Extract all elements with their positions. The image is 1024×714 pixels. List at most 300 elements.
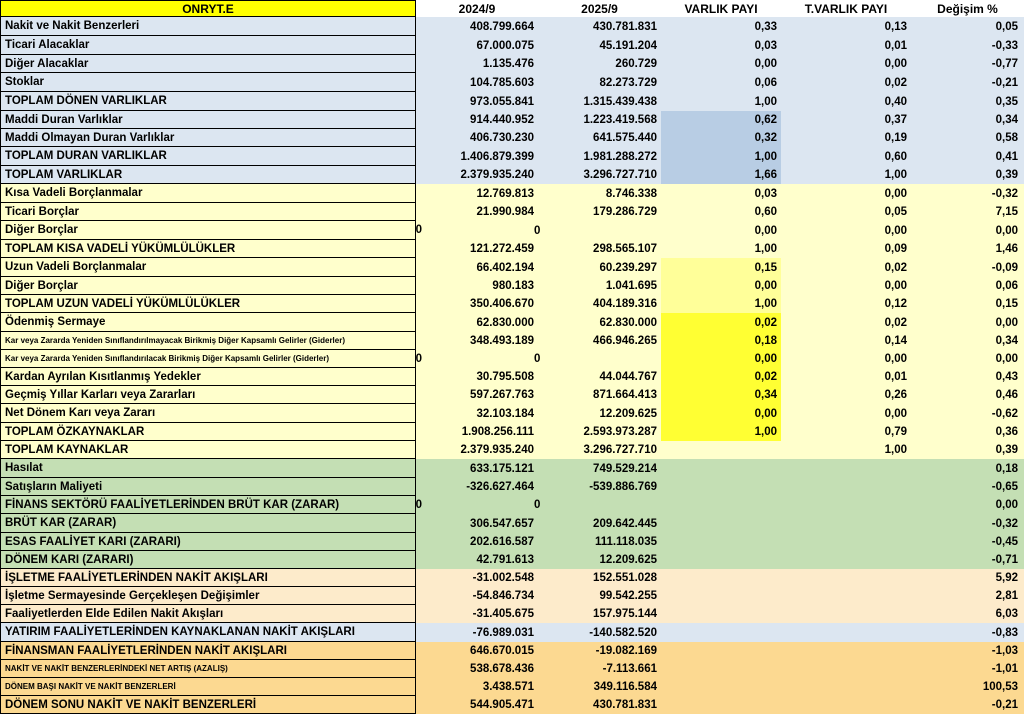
value-2025: 60.239.297 <box>599 261 657 274</box>
row-label-text: TOPLAM KAYNAKLAR <box>5 443 129 456</box>
t-varlik-payi <box>781 496 911 514</box>
value-2024: 121.272.459 <box>470 243 534 255</box>
varlik-payi <box>661 569 781 587</box>
value-2024: -54.846.734 <box>472 590 534 602</box>
row-label <box>0 332 416 350</box>
varlik-payi: 1,00 <box>661 295 781 313</box>
zero-marker: 0 <box>534 224 541 237</box>
table-row <box>0 368 1024 386</box>
table-row <box>0 258 1024 277</box>
row-label <box>0 478 416 496</box>
value-2024: 202.616.587 <box>470 536 534 548</box>
row-label <box>0 459 416 478</box>
table-row <box>0 696 1024 714</box>
value-2025: 99.542.255 <box>599 590 657 602</box>
row-label-text: BRÜT KAR (ZARAR) <box>5 517 117 529</box>
degisim-yuzde: -0,83 <box>991 626 1018 639</box>
degisim-yuzde: 0,39 <box>995 169 1018 181</box>
value-2025: 871.664.413 <box>593 389 657 401</box>
varlik-payi <box>661 496 781 514</box>
t-varlik-payi: 0,00 <box>884 280 907 292</box>
row-label <box>0 111 416 129</box>
degisim-yuzde: 1,46 <box>995 243 1018 255</box>
row-label-text: Stoklar <box>5 76 44 88</box>
table-row <box>0 423 1024 441</box>
t-varlik-payi: 0,37 <box>884 114 907 126</box>
value-2025: 749.529.214 <box>593 462 657 475</box>
row-label <box>0 605 416 623</box>
row-label-text: DÖNEM SONU NAKİT VE NAKİT BENZERLERİ <box>5 698 257 711</box>
value-2025: 111.118.035 <box>594 536 657 548</box>
row-label-text: FİNANSMAN FAALİYETLERİNDEN NAKİT AKIŞLARI <box>5 644 287 657</box>
value-2025: 466.946.265 <box>593 335 657 347</box>
header-cell: 2025/9 <box>581 1 618 16</box>
row-label <box>0 295 416 313</box>
t-varlik-payi <box>781 696 911 714</box>
value-2024: 544.905.471 <box>470 699 534 711</box>
table-row <box>0 496 1024 514</box>
value-2025: 3.296.727.710 <box>583 169 657 181</box>
varlik-payi: 0,32 <box>661 129 781 147</box>
t-varlik-payi <box>781 459 911 478</box>
value-2024: 406.730.230 <box>470 132 534 144</box>
varlik-payi <box>661 478 781 496</box>
table-row <box>0 55 1024 73</box>
table-row <box>0 203 1024 221</box>
value-2024: 538.678.436 <box>470 663 534 675</box>
table-row <box>0 221 1024 240</box>
table-row <box>0 17 1024 36</box>
varlik-payi <box>661 514 781 533</box>
t-varlik-payi: 0,02 <box>884 76 907 89</box>
row-label-text: TOPLAM VARLIKLAR <box>5 168 123 181</box>
degisim-yuzde: 0,58 <box>995 132 1018 144</box>
row-label <box>0 514 416 533</box>
value-2025: 152.551.028 <box>593 572 657 584</box>
value-2024: -31.405.675 <box>472 608 534 620</box>
row-label <box>0 423 416 441</box>
value-2025: 82.273.729 <box>599 76 657 89</box>
value-2025: 298.565.107 <box>593 243 657 255</box>
row-label <box>0 569 416 587</box>
t-varlik-payi <box>781 623 911 642</box>
value-2025: 62.830.000 <box>599 316 657 329</box>
value-2024: 21.990.984 <box>476 206 534 218</box>
row-label <box>0 533 416 551</box>
value-2024: 646.670.015 <box>470 645 534 657</box>
row-label <box>0 203 416 221</box>
value-2024: 306.547.657 <box>470 517 534 530</box>
value-2025: 1.041.695 <box>605 280 657 292</box>
row-label-text: Diğer Borçlar <box>5 224 78 236</box>
value-2025: 1.315.439.438 <box>583 95 657 108</box>
varlik-payi <box>661 459 781 478</box>
row-label-text: TOPLAM KISA VADELİ YÜKÜMLÜLÜKLER <box>5 242 236 255</box>
t-varlik-payi: 0,26 <box>884 389 907 401</box>
degisim-yuzde: -0,45 <box>991 536 1018 548</box>
table-row <box>0 605 1024 623</box>
value-2025: 404.189.316 <box>593 298 657 310</box>
t-varlik-payi: 0,13 <box>884 20 907 33</box>
degisim-yuzde: 0,41 <box>995 150 1018 163</box>
degisim-yuzde: -0,65 <box>991 481 1018 493</box>
value-2024: -31.002.548 <box>472 572 534 584</box>
t-varlik-payi: 0,01 <box>884 39 907 52</box>
degisim-yuzde: 0,35 <box>995 95 1018 108</box>
row-label <box>0 313 416 332</box>
zero-marker: 0 <box>534 499 541 511</box>
t-varlik-payi: 0,09 <box>884 243 907 255</box>
degisim-yuzde: 0,00 <box>995 353 1018 365</box>
varlik-payi: 1,00 <box>754 243 777 255</box>
row-label <box>0 350 422 368</box>
t-varlik-payi: 1,00 <box>884 169 907 181</box>
value-2025: 430.781.831 <box>593 699 657 711</box>
row-label <box>0 166 416 184</box>
value-2024: 973.055.841 <box>470 95 534 108</box>
value-2024: 980.183 <box>492 280 534 292</box>
header-cell: ONRYT.E <box>0 0 416 17</box>
t-varlik-payi: 0,00 <box>884 224 907 237</box>
degisim-yuzde: 0,05 <box>995 20 1018 33</box>
value-2025: 2.593.973.287 <box>583 426 657 438</box>
row-label-text: Kısa Vadeli Borçlanmalar <box>5 187 143 199</box>
value-2025: 430.781.831 <box>593 20 657 33</box>
degisim-yuzde: 0,06 <box>995 280 1018 292</box>
row-label <box>0 240 416 258</box>
row-label-text: Nakit ve Nakit Benzerleri <box>5 20 140 32</box>
row-label-text: DÖNEM KARI (ZARARI) <box>5 553 134 566</box>
header-cell: Değişim % <box>937 1 998 16</box>
table-row <box>0 92 1024 111</box>
row-label <box>0 587 416 605</box>
row-label-text: Ticari Alacaklar <box>5 39 90 51</box>
value-2024: 66.402.194 <box>476 261 534 274</box>
row-label <box>0 73 416 92</box>
t-varlik-payi <box>781 605 911 623</box>
value-2025: -7.113.661 <box>602 663 657 675</box>
degisim-yuzde: 0,15 <box>995 298 1018 310</box>
degisim-yuzde: 100,53 <box>982 681 1018 693</box>
row-label-text: Hasılat <box>5 462 43 474</box>
t-varlik-payi: 0,05 <box>884 206 907 218</box>
row-label <box>0 441 416 459</box>
varlik-payi: 0,00 <box>754 58 777 70</box>
table-row <box>0 147 1024 166</box>
row-label-text: TOPLAM DÖNEN VARLIKLAR <box>5 95 167 107</box>
row-label-text: Maddi Duran Varlıklar <box>5 113 123 126</box>
varlik-payi <box>661 642 781 660</box>
t-varlik-payi <box>781 587 911 605</box>
value-2024: 104.785.603 <box>470 76 534 89</box>
varlik-payi: 1,00 <box>661 423 781 441</box>
t-varlik-payi: 0,00 <box>884 353 907 365</box>
value-2025: 1.981.288.272 <box>583 150 657 163</box>
degisim-yuzde: -0,21 <box>991 699 1018 711</box>
degisim-yuzde: -0,77 <box>991 58 1018 70</box>
table-row <box>0 332 1024 350</box>
table-row <box>0 73 1024 92</box>
degisim-yuzde: -0,32 <box>991 517 1018 530</box>
row-label <box>0 496 422 514</box>
value-2024: 1.406.879.399 <box>460 150 534 163</box>
row-label-text: Net Dönem Karı veya Zararı <box>5 407 156 419</box>
value-2024: 3.438.571 <box>482 681 534 693</box>
varlik-payi <box>661 660 781 678</box>
value-2025: -140.582.520 <box>589 626 657 639</box>
row-label-text: TOPLAM DURAN VARLIKLAR <box>5 150 167 162</box>
t-varlik-payi <box>781 478 911 496</box>
zero-marker: 0 <box>415 224 422 236</box>
row-label <box>0 642 416 660</box>
row-label-text: YATIRIM FAALİYETLERİNDEN KAYNAKLANAN NAKİT AKIŞLARI <box>5 626 355 638</box>
t-varlik-payi: 1,00 <box>884 444 907 456</box>
t-varlik-payi <box>781 660 911 678</box>
varlik-payi: 0,18 <box>661 332 781 350</box>
row-label <box>0 551 416 569</box>
row-label <box>0 17 416 36</box>
value-2024 <box>416 350 541 368</box>
value-2024: 32.103.184 <box>476 407 534 420</box>
t-varlik-payi: 0,14 <box>884 335 907 347</box>
value-2025: 1.223.419.568 <box>583 114 657 126</box>
value-2025: -539.886.769 <box>589 481 657 493</box>
row-label-text: Ödenmiş Sermaye <box>5 316 106 328</box>
row-label <box>0 660 416 678</box>
degisim-yuzde: 0,00 <box>995 316 1018 329</box>
table-row <box>0 623 1024 642</box>
row-label-text: TOPLAM ÖZKAYNAKLAR <box>5 425 145 438</box>
value-2024: 1.908.256.111 <box>461 426 534 438</box>
row-label-text: Satışların Maliyeti <box>5 480 103 493</box>
value-2024: 597.267.763 <box>470 389 534 401</box>
table-row <box>0 478 1024 496</box>
table-row <box>0 129 1024 147</box>
degisim-yuzde: 0,46 <box>995 389 1018 401</box>
table-row <box>0 660 1024 678</box>
table-row <box>0 277 1024 295</box>
t-varlik-payi <box>781 642 911 660</box>
value-2025: 157.975.144 <box>593 608 657 620</box>
varlik-payi: 0,60 <box>754 206 777 218</box>
row-label-text: Kardan Ayrılan Kısıtlanmış Yedekler <box>5 370 201 383</box>
degisim-yuzde: 0,36 <box>995 426 1018 438</box>
table-row <box>0 441 1024 459</box>
varlik-payi: 1,66 <box>661 166 781 184</box>
degisim-yuzde: -1,03 <box>991 645 1018 657</box>
varlik-payi <box>661 551 781 569</box>
row-label-text: TOPLAM UZUN VADELİ YÜKÜMLÜLÜKLER <box>5 297 241 310</box>
row-label-text: DÖNEM BAŞI NAKİT VE NAKİT BENZERLERİ <box>5 682 176 691</box>
degisim-yuzde: 2,81 <box>995 590 1018 602</box>
degisim-yuzde: 0,34 <box>995 114 1018 126</box>
degisim-yuzde: 0,34 <box>995 335 1018 347</box>
table-row <box>0 240 1024 258</box>
row-label <box>0 36 416 55</box>
value-2024: -76.989.031 <box>472 626 534 639</box>
t-varlik-payi: 0,00 <box>884 407 907 420</box>
row-label <box>0 221 422 240</box>
row-label <box>0 184 416 203</box>
t-varlik-payi <box>781 533 911 551</box>
row-label-text: Kar veya Zararda Yeniden Sınıflandırılacak Birikmiş Diğer Kapsamlı Gelirler (Giderler) <box>5 354 329 363</box>
varlik-payi: 0,03 <box>754 39 777 52</box>
header-cell: 2024/9 <box>458 1 496 16</box>
t-varlik-payi: 0,60 <box>884 150 907 163</box>
value-2024: 408.799.664 <box>470 20 534 33</box>
degisim-yuzde: 7,15 <box>995 206 1018 218</box>
value-2024: -326.627.464 <box>466 481 534 493</box>
table-row <box>0 36 1024 55</box>
value-2025 <box>534 221 661 240</box>
table-row <box>0 184 1024 203</box>
degisim-yuzde: -0,09 <box>991 261 1018 274</box>
table-row <box>0 166 1024 184</box>
t-varlik-payi <box>781 551 911 569</box>
value-2024: 42.791.613 <box>476 554 534 566</box>
table-row <box>0 350 1024 368</box>
table-row <box>0 678 1024 696</box>
row-label-text: Faaliyetlerden Elde Edilen Nakit Akışları <box>5 607 224 620</box>
t-varlik-payi <box>781 678 911 696</box>
t-varlik-payi <box>781 514 911 533</box>
row-label-text: İŞLETME FAALİYETLERİNDEN NAKİT AKIŞLARI <box>5 571 268 584</box>
zero-marker: 0 <box>415 352 422 365</box>
table-row <box>0 533 1024 551</box>
varlik-payi: 0,00 <box>754 224 777 237</box>
value-2024: 914.440.952 <box>470 114 534 126</box>
varlik-payi <box>661 696 781 714</box>
varlik-payi: 0,06 <box>754 76 777 89</box>
value-2025: 45.191.204 <box>599 39 657 52</box>
value-2025 <box>534 496 661 514</box>
varlik-payi: 1,00 <box>754 95 777 108</box>
varlik-payi <box>661 441 781 459</box>
t-varlik-payi: 0,02 <box>884 316 907 329</box>
value-2024: 2.379.935.240 <box>460 444 534 456</box>
varlik-payi: 0,03 <box>754 187 777 200</box>
varlik-payi: 0,33 <box>754 20 777 33</box>
degisim-yuzde: -1,01 <box>991 663 1018 675</box>
header-cell: VARLIK PAYI <box>684 1 758 16</box>
value-2024: 2.379.935.240 <box>460 169 534 181</box>
varlik-payi <box>661 587 781 605</box>
value-2024: 30.795.508 <box>476 371 534 383</box>
table-row <box>0 386 1024 404</box>
varlik-payi <box>661 533 781 551</box>
row-label <box>0 129 416 147</box>
t-varlik-payi: 0,00 <box>884 187 907 200</box>
table-row <box>0 587 1024 605</box>
degisim-yuzde: -0,71 <box>991 554 1018 566</box>
value-2024: 1.135.476 <box>482 58 534 70</box>
row-label-text: Kar veya Zararda Yeniden Sınıflandırılmayacak Birikmiş Diğer Kapsamlı Gelirler (Giderler) <box>5 336 345 345</box>
t-varlik-payi: 0,79 <box>884 426 907 438</box>
header-cell: T.VARLIK PAYI <box>804 1 888 16</box>
varlik-payi: 0,00 <box>661 277 781 295</box>
value-2024 <box>416 496 541 514</box>
value-2024 <box>416 221 541 240</box>
degisim-yuzde: 6,03 <box>995 608 1018 620</box>
row-label-text: FİNANS SEKTÖRÜ FAALİYETLERİNDEN BRÜT KAR (ZARAR) <box>5 498 340 511</box>
row-label-text: NAKİT VE NAKİT BENZERLERİNDEKİ NET ARTIŞ (AZALIŞ) <box>5 664 228 673</box>
varlik-payi: 0,02 <box>661 313 781 332</box>
degisim-yuzde: -0,33 <box>991 39 1018 52</box>
varlik-payi: 0,34 <box>661 386 781 404</box>
degisim-yuzde: 0,18 <box>995 462 1018 475</box>
value-2024: 350.406.670 <box>470 298 534 310</box>
zero-marker: 0 <box>534 353 541 365</box>
row-label-text: Geçmiş Yıllar Karları veya Zararları <box>5 388 196 401</box>
row-label-text: Diğer Borçlar <box>5 279 78 292</box>
row-label <box>0 696 416 714</box>
row-label-text: Maddi Olmayan Duran Varlıklar <box>5 131 175 144</box>
value-2025: 8.746.338 <box>605 187 657 200</box>
value-2025: 12.209.625 <box>599 554 657 566</box>
table-row <box>0 111 1024 129</box>
value-2025: 260.729 <box>615 58 657 70</box>
zero-marker: 0 <box>415 498 422 511</box>
t-varlik-payi: 0,19 <box>884 132 907 144</box>
row-label-text: Uzun Vadeli Borçlanmalar <box>5 261 147 273</box>
varlik-payi <box>661 605 781 623</box>
table-row <box>0 313 1024 332</box>
row-label-text: İşletme Sermayesinde Gerçekleşen Değişimler <box>5 589 260 602</box>
row-label <box>0 55 416 73</box>
value-2024: 348.493.189 <box>470 335 534 347</box>
row-label <box>0 404 416 423</box>
value-2025: 44.044.767 <box>599 371 657 383</box>
degisim-yuzde: -0,21 <box>991 76 1018 89</box>
row-label <box>0 678 416 696</box>
row-label <box>0 277 416 295</box>
row-label <box>0 623 416 642</box>
varlik-payi: 0,00 <box>661 350 781 368</box>
table-row <box>0 514 1024 533</box>
header-row <box>0 0 1024 17</box>
value-2024: 67.000.075 <box>476 39 534 52</box>
degisim-yuzde: 0,00 <box>995 224 1018 237</box>
degisim-yuzde: -0,62 <box>991 407 1018 420</box>
varlik-payi: 0,62 <box>661 111 781 129</box>
varlik-payi: 0,02 <box>661 368 781 386</box>
degisim-yuzde: 0,00 <box>995 499 1018 511</box>
varlik-payi <box>661 623 781 642</box>
degisim-yuzde: -0,32 <box>991 187 1018 200</box>
value-2025: 12.209.625 <box>599 407 657 420</box>
t-varlik-payi: 0,02 <box>884 261 907 274</box>
table-row <box>0 459 1024 478</box>
varlik-payi: 1,00 <box>661 147 781 166</box>
varlik-payi: 0,00 <box>661 404 781 423</box>
t-varlik-payi: 0,01 <box>884 371 907 383</box>
value-2024: 12.769.813 <box>476 187 534 200</box>
table-row <box>0 404 1024 423</box>
row-label-text: Ticari Borçlar <box>5 205 79 218</box>
row-label <box>0 368 416 386</box>
value-2025: 209.642.445 <box>593 517 657 530</box>
varlik-payi: 0,15 <box>661 258 781 277</box>
value-2024: 62.830.000 <box>476 316 534 329</box>
value-2025: 641.575.440 <box>593 132 657 144</box>
table-row <box>0 569 1024 587</box>
degisim-yuzde: 5,92 <box>995 572 1018 584</box>
row-label-text: ESAS FAALİYET KARI (ZARARI) <box>5 535 181 548</box>
t-varlik-payi: 0,12 <box>884 298 907 310</box>
degisim-yuzde: 0,39 <box>995 444 1018 456</box>
table-row <box>0 551 1024 569</box>
table-row <box>0 295 1024 313</box>
